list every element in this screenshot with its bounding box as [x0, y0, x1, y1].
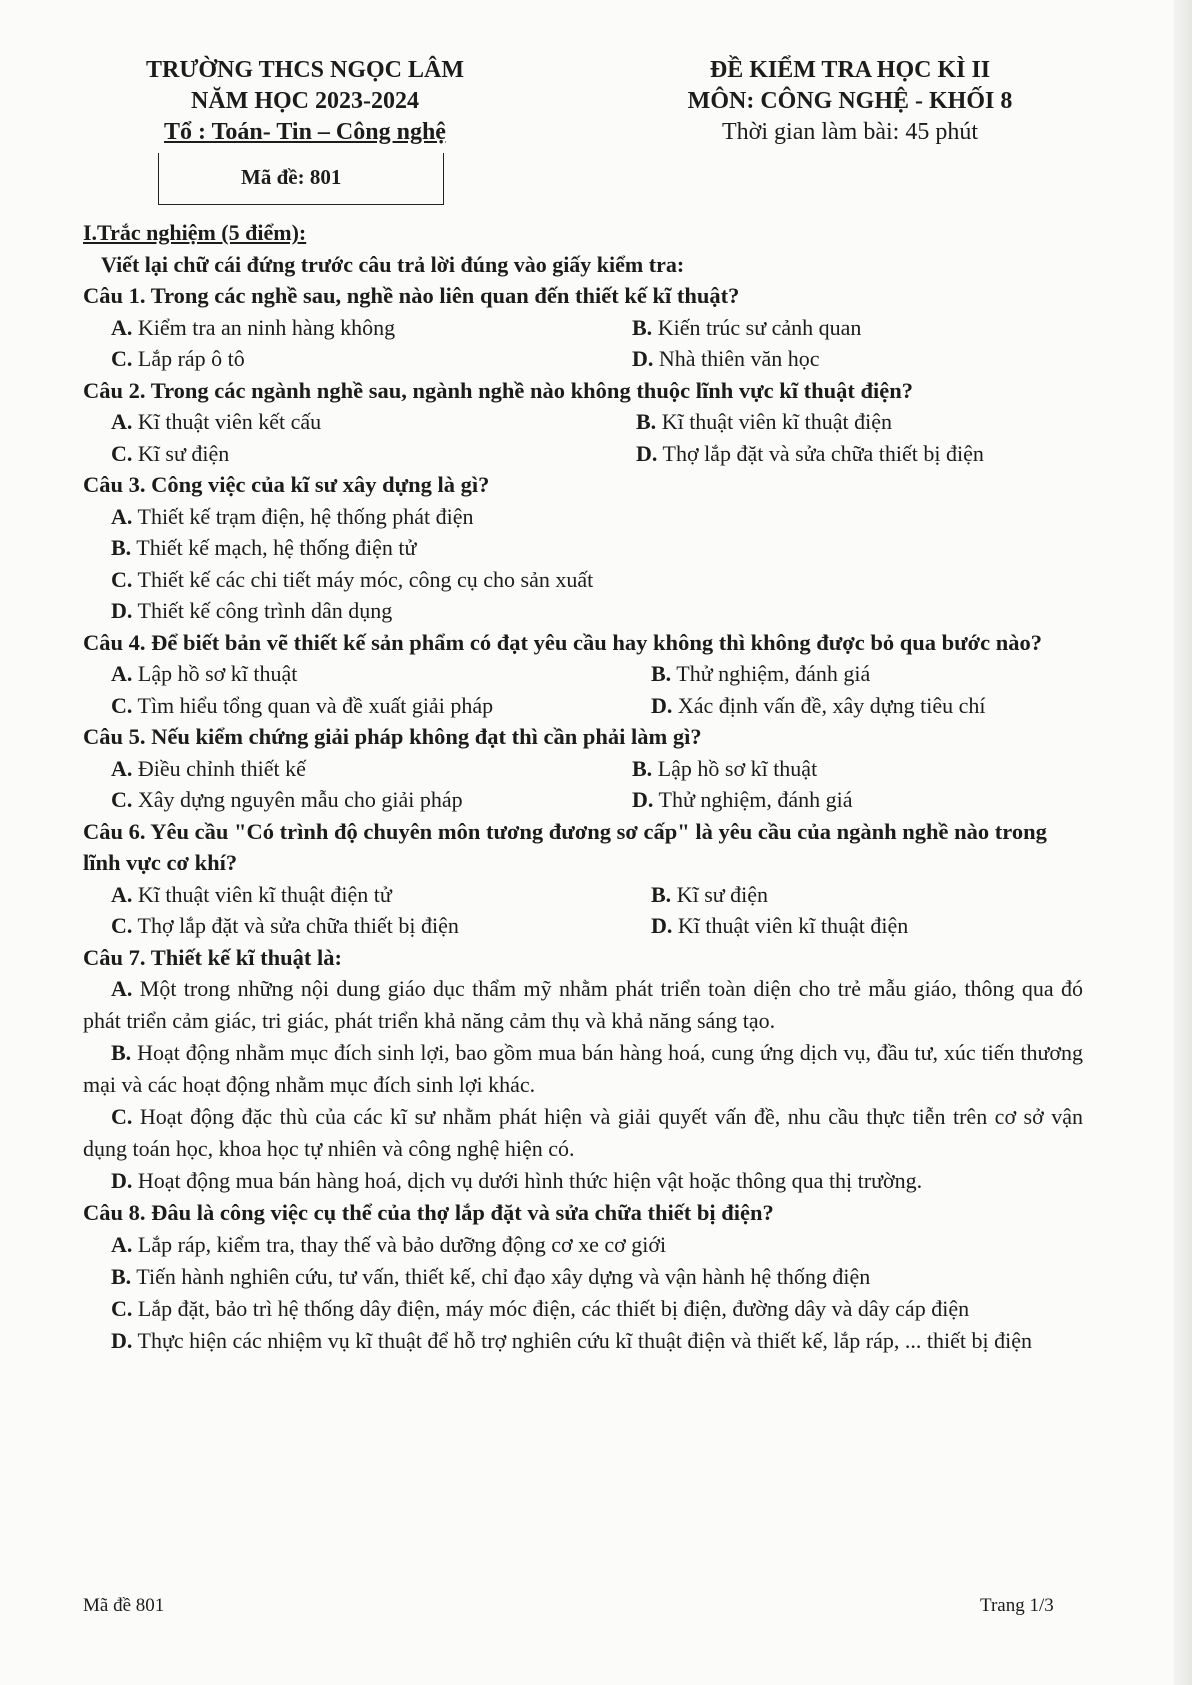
option-letter: A.: [111, 976, 133, 1001]
option-letter: B.: [632, 314, 653, 340]
option-text: Thợ lắp đặt và sửa chữa thiết bị điện: [662, 440, 984, 466]
question-4-stem: Câu 4. Để biết bản vẽ thiết kế sản phẩm có đạt yêu cầu hay không thì không được bỏ qua bước nào?: [83, 629, 1042, 655]
question-4-options-row-1: [83, 658, 1083, 690]
school-header: [80, 55, 530, 148]
option-text: Kĩ thuật viên kĩ thuật điện: [677, 913, 909, 938]
option-text: Thiết kế các chi tiết máy móc, công cụ cho sản xuất: [137, 566, 594, 592]
option-letter: D.: [636, 440, 658, 466]
option-letter: D.: [651, 913, 673, 938]
exam-title: ĐỀ KIỂM TRA HỌC KÌ II: [709, 57, 991, 83]
question-5-stem: Câu 5. Nếu kiểm chứng giải pháp không đạt thì cần phải làm gì?: [83, 724, 702, 749]
section-instruction: Viết lại chữ cái đứng trước câu trả lời đúng vào giấy kiểm tra:: [101, 251, 685, 277]
department: Tổ : Toán- Tin – Công nghệ: [164, 119, 446, 145]
option-letter: D.: [111, 1168, 133, 1193]
question-1-stem: Câu 1. Trong các nghề sau, nghề nào liên quan đến thiết kế kĩ thuật?: [83, 283, 740, 308]
option-letter: C.: [111, 692, 133, 718]
question-6-stem: Câu 6. Yêu cầu "Có trình độ chuyên môn tương đương sơ cấp" là yêu cầu của ngành nghề nào trong lĩnh vực cơ khí?: [83, 818, 1047, 875]
option-letter: A.: [111, 755, 133, 781]
question-7-stem: Câu 7. Thiết kế kĩ thuật là:: [83, 944, 343, 970]
option-letter: D.: [111, 1327, 133, 1353]
option-text: Hoạt động nhằm mục đích sinh lợi, bao gồm mua bán hàng hoá, cung ứng dịch vụ, đầu tư, xúc tiến thương mại và các hoạt động nhằm mục đích sinh lợi khác.: [83, 1040, 1084, 1097]
question-1-options-row-2: [83, 343, 1083, 375]
question-7-option-c: [83, 1101, 1083, 1165]
question-6-options-row-2: [83, 910, 1083, 942]
exam-header: [630, 55, 1070, 148]
option-letter: D.: [111, 598, 133, 623]
option-text: Lập hồ sơ kĩ thuật: [657, 755, 818, 781]
option-letter: B.: [651, 661, 672, 686]
option-letter: A.: [111, 503, 133, 529]
option-text: Lắp ráp ô tô: [137, 346, 245, 371]
option-letter: B.: [632, 755, 653, 781]
option-text: Hoạt động đặc thù của các kĩ sư nhằm phát hiện và giải quyết vấn đề, nhu cầu thực tiễn trên cơ sở vận dụng toán học, khoa học tự nhiên và công nghệ hiện có.: [83, 1104, 1083, 1161]
question-2-options-row-2: [83, 438, 1083, 470]
option-letter: C.: [111, 913, 133, 938]
option-text: Kĩ sư điện: [676, 881, 769, 907]
option-letter: B.: [651, 881, 672, 907]
option-text: Thiết kế công trình dân dụng: [137, 598, 393, 623]
exam-code-box: [158, 153, 444, 205]
option-text: Kiểm tra an ninh hàng không: [137, 314, 396, 340]
option-letter: D.: [632, 346, 654, 371]
exam-code: Mã đề: 801: [241, 165, 342, 189]
question-1-options-row-1: [83, 312, 1083, 344]
scan-edge: [1174, 0, 1192, 1685]
option-text: Tìm hiểu tổng quan và đề xuất giải pháp: [137, 692, 494, 718]
question-2-stem: Câu 2. Trong các ngành nghề sau, ngành nghề nào không thuộc lĩnh vực kĩ thuật điện?: [83, 377, 914, 403]
option-letter: A.: [111, 881, 133, 907]
question-8-option-c: [83, 1293, 1083, 1325]
section-title: I.Trắc nghiệm (5 điểm):: [83, 220, 307, 245]
option-letter: B.: [636, 409, 657, 434]
option-letter: A.: [111, 409, 133, 434]
option-letter: C.: [111, 1104, 133, 1129]
question-3-option-a: [83, 501, 1083, 533]
question-2-options-row-1: [83, 406, 1083, 438]
option-text: Kĩ thuật viên kĩ thuật điện: [661, 409, 893, 434]
question-8-option-a: [83, 1229, 1083, 1261]
option-text: Kĩ thuật viên kĩ thuật điện tử: [137, 881, 392, 907]
question-3-stem: Câu 3. Công việc của kĩ sư xây dựng là gì?: [83, 472, 490, 497]
option-text: Tiến hành nghiên cứu, tư vấn, thiết kế, chỉ đạo xây dựng và vận hành hệ thống điện: [136, 1263, 871, 1289]
question-3-option-b: [83, 532, 1083, 564]
option-text: Thợ lắp đặt và sửa chữa thiết bị điện: [137, 913, 459, 938]
option-letter: A.: [111, 661, 133, 686]
option-text: Một trong những nội dung giáo dục thẩm mỹ nhằm phát triển toàn diện cho trẻ mẫu giáo, thông qua đó phát triển cảm giác, tri giác, phát triển khả năng cảm thụ và khả năng sáng tạo.: [83, 976, 1083, 1033]
option-text: Xây dựng nguyên mẫu cho giải pháp: [137, 787, 463, 812]
option-letter: C.: [111, 1295, 133, 1321]
option-text: Thực hiện các nhiệm vụ kĩ thuật để hỗ trợ nghiên cứu kĩ thuật điện và thiết kế, lắp ráp, ... thiết bị điện: [137, 1327, 1032, 1353]
option-letter: D.: [651, 692, 673, 718]
question-7-option-a: [83, 973, 1083, 1037]
option-letter: B.: [111, 535, 132, 560]
option-text: Xác định vấn đề, xây dựng tiêu chí: [677, 692, 986, 718]
option-letter: C.: [111, 787, 133, 812]
question-8-option-d: [83, 1325, 1083, 1357]
option-text: Nhà thiên văn học: [658, 346, 820, 371]
question-6-options-row-1: [83, 879, 1083, 911]
option-text: Thiết kế trạm điện, hệ thống phát điện: [137, 503, 474, 529]
footer-exam-code: Mã đề 801: [83, 1595, 165, 1616]
question-8-stem: Câu 8. Đâu là công việc cụ thể của thợ lắp đặt và sửa chữa thiết bị điện?: [83, 1200, 774, 1225]
option-letter: A.: [111, 1231, 133, 1257]
footer-page-number: Trang 1/3: [980, 1595, 1054, 1616]
exam-subject: MÔN: CÔNG NGHỆ - KHỐI 8: [687, 88, 1013, 114]
option-letter: D.: [632, 787, 654, 812]
option-text: Thiết kế mạch, hệ thống điện tử: [136, 535, 417, 560]
option-text: Hoạt động mua bán hàng hoá, dịch vụ dưới hình thức hiện vật hoặc thông qua thị trường.: [137, 1168, 923, 1193]
school-name: TRƯỜNG THCS NGỌC LÂM: [145, 57, 465, 83]
option-text: Thử nghiệm, đánh giá: [676, 661, 871, 686]
option-text: Lập hồ sơ kĩ thuật: [137, 661, 298, 686]
question-3-option-d: [83, 595, 1083, 627]
option-letter: A.: [111, 314, 133, 340]
option-letter: C.: [111, 566, 133, 592]
question-4-options-row-2: [83, 690, 1083, 722]
option-letter: B.: [111, 1263, 132, 1289]
question-8-option-b: [83, 1261, 1083, 1293]
question-5-options-row-1: [83, 753, 1083, 785]
option-letter: C.: [111, 440, 133, 466]
option-text: Kĩ thuật viên kết cấu: [137, 409, 322, 434]
option-text: Kĩ sư điện: [137, 440, 230, 466]
option-text: Lắp ráp, kiểm tra, thay thế và bảo dưỡng động cơ xe cơ giới: [137, 1231, 667, 1257]
option-text: Lắp đặt, bảo trì hệ thống dây điện, máy móc điện, các thiết bị điện, đường dây và dây cáp điện: [137, 1295, 970, 1321]
option-text: Kiến trúc sư cảnh quan: [657, 314, 862, 340]
question-5-options-row-2: [83, 784, 1083, 816]
school-year: NĂM HỌC 2023-2024: [191, 88, 419, 114]
question-3-option-c: [83, 564, 1083, 596]
exam-time: Thời gian làm bài: 45 phút: [722, 119, 978, 145]
option-text: Thử nghiệm, đánh giá: [658, 787, 853, 812]
option-letter: B.: [111, 1040, 132, 1065]
question-7-option-d: [83, 1165, 1083, 1197]
option-letter: C.: [111, 346, 133, 371]
option-text: Điều chỉnh thiết kế: [137, 755, 306, 781]
question-7-option-b: [83, 1037, 1083, 1101]
exam-content: [83, 217, 1083, 1357]
